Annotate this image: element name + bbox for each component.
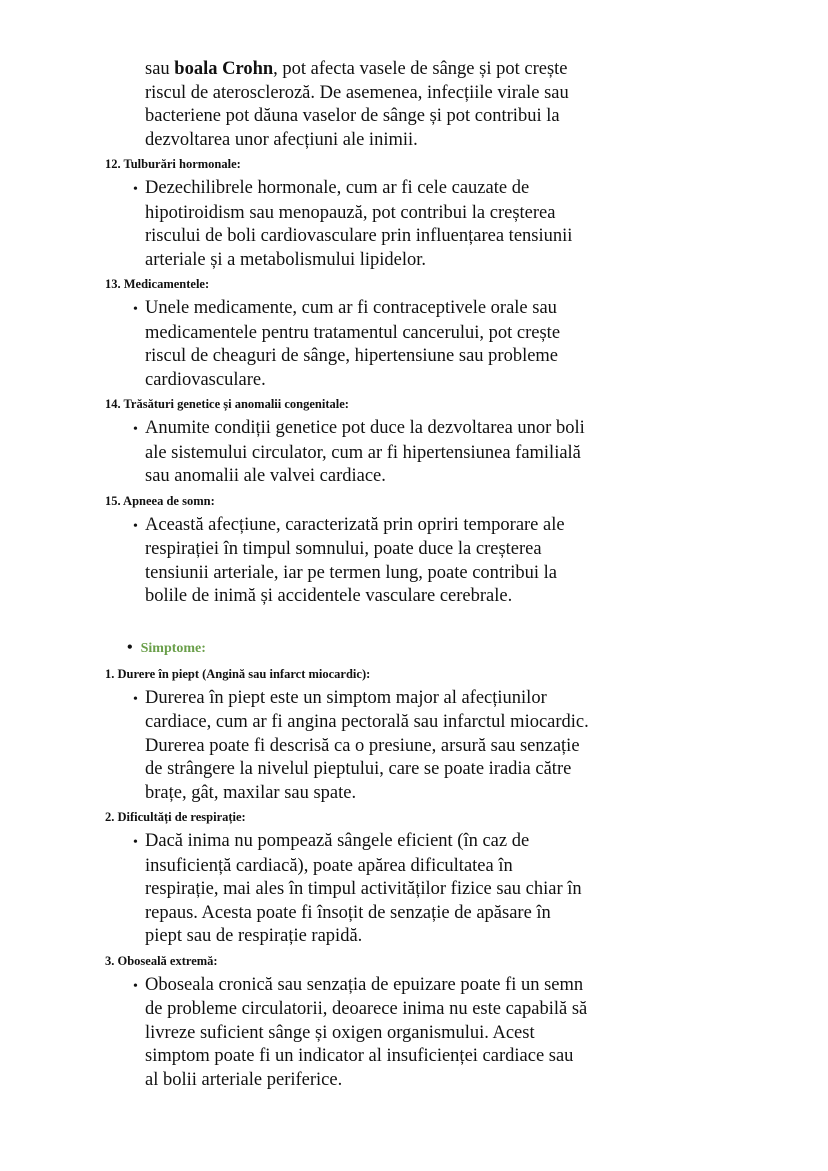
item-paragraph — [133, 297, 828, 392]
text-line: al bolii arteriale periferice. — [145, 1069, 343, 1090]
item-paragraph — [133, 417, 828, 489]
item-paragraph — [133, 514, 828, 609]
bullet-icon: • — [133, 182, 138, 197]
text: Dacă inima nu pompează sângele eficient (în caz de — [145, 831, 530, 851]
item-paragraph — [133, 974, 828, 1093]
item-paragraph — [133, 177, 828, 272]
text-line — [133, 177, 828, 202]
text-line — [133, 974, 828, 999]
text-line — [145, 58, 828, 82]
text-line: respirație, mai ales în timpul activităților fizice sau chiar în — [145, 879, 582, 899]
text-line: arteriale și a metabolismului lipidelor. — [145, 249, 427, 270]
text-line: repaus. Acesta poate fi însoțit de senzație de apăsare în — [145, 902, 551, 923]
text-line: piept sau de respirație rapidă. — [145, 926, 363, 946]
text-line: de strângere la nivelul pieptului, care se poate iradia către — [145, 759, 572, 779]
item-heading: 13. Medicamentele: — [105, 277, 210, 291]
item-heading: 15. Apneea de somn: — [105, 493, 215, 508]
text-line: bacteriene pot dăuna vaselor de sânge și pot contribui la — [145, 106, 560, 126]
bullet-icon: • — [133, 422, 138, 437]
text: , pot afecta vasele de sânge și pot crește — [273, 59, 568, 79]
text-line — [133, 514, 828, 539]
item-heading: 3. Oboseală extremă: — [105, 953, 218, 968]
document-page — [0, 58, 828, 1092]
bullet-icon: • — [133, 691, 138, 707]
item-heading: 12. Tulburări hormonale: — [105, 157, 241, 171]
item-paragraph — [133, 830, 828, 949]
text-line — [133, 830, 828, 855]
text-line: insuficiență cardiacă), poate apărea dificultatea în — [145, 855, 513, 876]
text-line: riscul de ateroscleroză. De asemenea, infecțiile virale sau — [145, 82, 569, 103]
factors-list — [0, 153, 828, 609]
section-title: Simptome: — [140, 640, 206, 656]
text: Anumite condiții genetice pot duce la dezvoltarea unor boli — [145, 418, 585, 438]
text-line: bolile de inimă și accidentele vasculare cerebrale. — [145, 586, 513, 606]
bullet-icon: • — [127, 638, 133, 656]
text: Unele medicamente, cum ar fi contraceptivele orale sau — [145, 298, 557, 318]
text-line: riscul de cheaguri de sânge, hipertensiune sau probleme — [145, 346, 559, 366]
text-line: livreze suficient sânge și oxigen organismului. Acest — [145, 1022, 535, 1043]
text: Oboseala cronică sau senzația de epuizare poate fi un semn — [145, 974, 584, 995]
text: Această afecțiune, caracterizată prin opriri temporare ale — [145, 514, 565, 535]
item-heading: 14. Trăsături genetice și anomalii congenitale: — [105, 397, 349, 411]
item-heading: 2. Dificultăți de respirație: — [105, 810, 246, 824]
item-paragraph — [133, 687, 828, 806]
section-heading-simptome — [127, 636, 828, 661]
bullet-icon: • — [133, 518, 138, 534]
text-line: brațe, gât, maxilar sau spate. — [145, 782, 357, 803]
text-line: dezvoltarea unor afecțiuni ale inimii. — [145, 129, 418, 150]
symptoms-list — [0, 663, 828, 1093]
text-line — [133, 687, 828, 712]
text: Durerea în piept este un simptom major al afecțiunilor — [145, 687, 547, 708]
bullet-icon: • — [133, 302, 138, 317]
text-line: cardiace, cum ar fi angina pectorală sau infarctul miocardic. — [145, 712, 589, 732]
text-line: de probleme circulatorii, deoarece inima nu este capabilă să — [145, 999, 588, 1019]
text-line: simptom poate fi un indicator al insuficienței cardiace sau — [145, 1046, 574, 1066]
text-line: riscului de boli cardiovasculare prin influențarea tensiunii — [145, 226, 573, 246]
bullet-icon: • — [133, 978, 138, 994]
text-line: hipotiroidism sau menopauză, pot contribui la creșterea — [145, 202, 556, 223]
bold-term: boala Crohn — [174, 59, 274, 79]
text: sau — [145, 59, 175, 79]
text-line: cardiovasculare. — [145, 369, 266, 390]
item-heading: 1. Durere în piept (Angină sau infarct miocardic): — [105, 666, 371, 681]
text-line — [133, 297, 828, 322]
intro-paragraph — [145, 58, 828, 152]
text-line — [133, 417, 828, 442]
bullet-icon: • — [133, 835, 138, 850]
text-line: tensiunii arteriale, iar pe termen lung, poate contribui la — [145, 562, 557, 583]
text-line: sau anomalii ale valvei cardiace. — [145, 466, 386, 486]
text-line: Durerea poate fi descrisă ca o presiune, arsură sau senzație — [145, 735, 580, 756]
text-line: medicamentele pentru tratamentul cancerului, pot crește — [145, 322, 561, 343]
text: Dezechilibrele hormonale, cum ar fi cele cauzate de — [145, 178, 530, 198]
text-line: ale sistemului circulator, cum ar fi hipertensiunea familială — [145, 442, 581, 463]
text-line: respirației în timpul somnului, poate duce la creșterea — [145, 539, 542, 559]
